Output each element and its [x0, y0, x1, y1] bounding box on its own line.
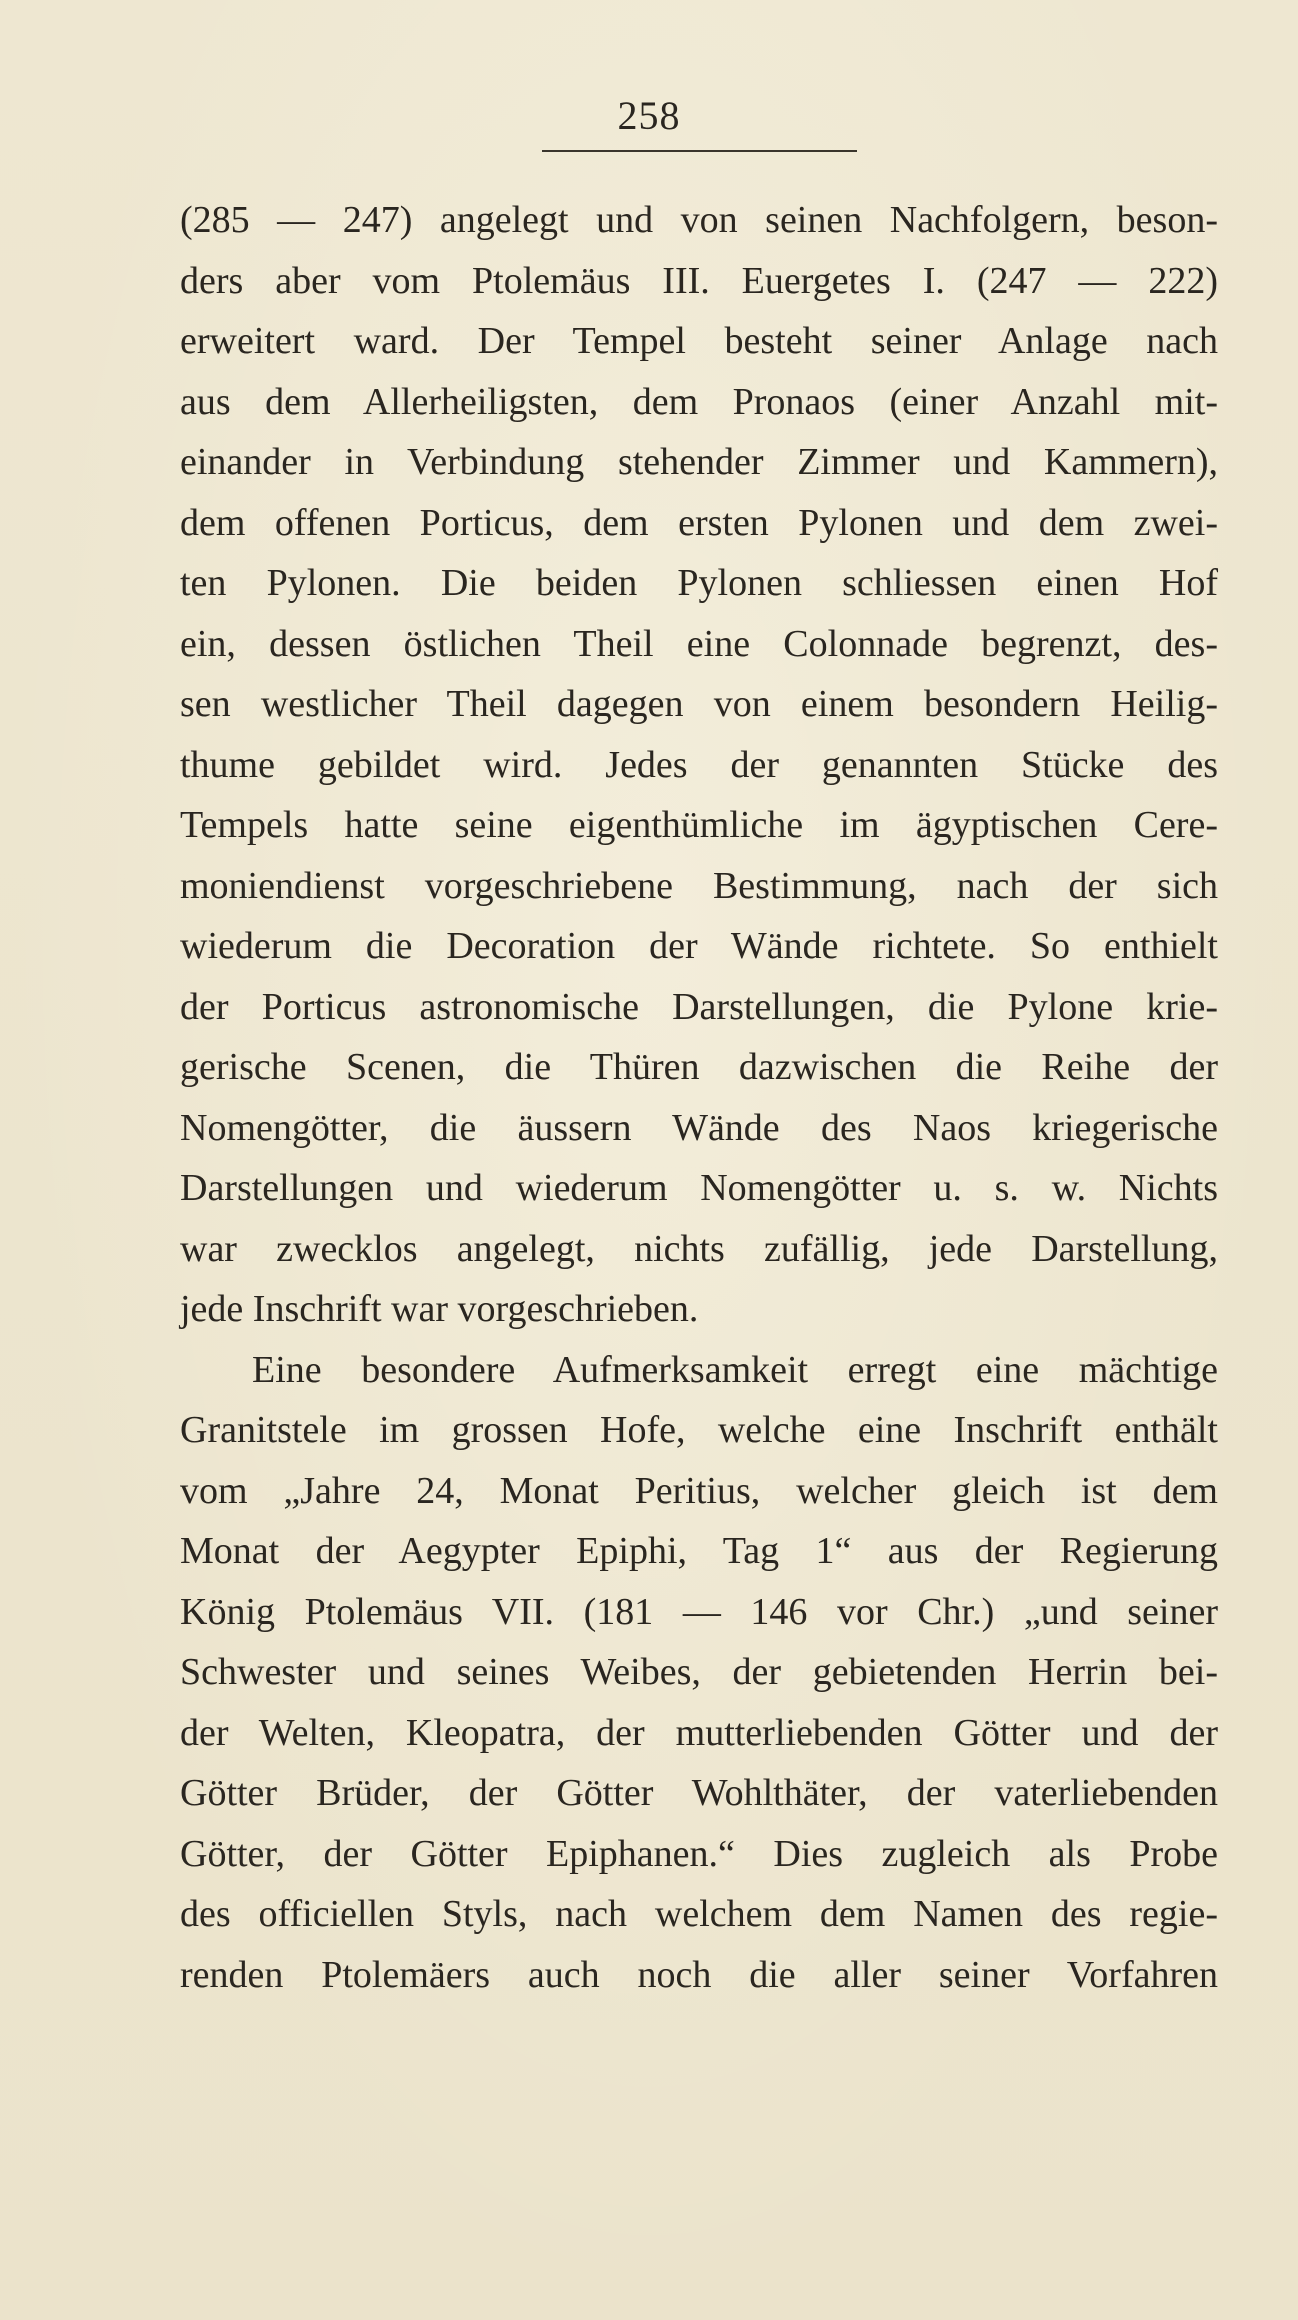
- text-line: war zwecklos angelegt, nichts zufällig, jede Darstellung,: [180, 1227, 1218, 1270]
- text-line: erweitert ward. Der Tempel besteht seiner Anlage nach: [180, 320, 1218, 362]
- text-line: jede Inschrift war vorgeschrieben.: [180, 1288, 699, 1330]
- text-line: Granitstele im grossen Hofe, welche eine Inschrift enthält: [180, 1409, 1218, 1451]
- page-number: 258: [617, 93, 681, 138]
- text-line: einander in Verbindung stehender Zimmer und Kammern),: [180, 441, 1218, 483]
- text-line: Schwester und seines Weibes, der gebietenden Herrin bei-: [180, 1651, 1218, 1693]
- text-line: dem offenen Porticus, dem ersten Pylonen und dem zwei-: [180, 501, 1218, 544]
- text-line: des officiellen Styls, nach welchem dem Namen des regie-: [180, 1893, 1218, 1935]
- text-line: der Porticus astronomische Darstellungen, die Pylone krie-: [180, 985, 1218, 1028]
- text-line: ein, dessen östlichen Theil eine Colonnade begrenzt, des-: [180, 622, 1218, 665]
- text-line: ders aber vom Ptolemäus III. Euergetes I. (247 — 222): [180, 259, 1218, 302]
- text-line: moniendienst vorgeschriebene Bestimmung, nach der sich: [180, 864, 1218, 907]
- text-line: renden Ptolemäers auch noch die aller seiner Vorfahren: [180, 1953, 1218, 1996]
- text-line: Monat der Aegypter Epiphi, Tag 1“ aus der Regierung: [180, 1530, 1218, 1572]
- text-line: (285 — 247) angelegt und von seinen Nachfolgern, beson-: [180, 199, 1218, 241]
- text-line: Tempels hatte seine eigenthümliche im ägyptischen Cere-: [180, 804, 1218, 846]
- header-rule: [542, 150, 857, 152]
- text-line: Götter, der Götter Epiphanen.“ Dies zugleich als Probe: [180, 1832, 1218, 1875]
- text-line: der Welten, Kleopatra, der mutterliebenden Götter und der: [180, 1711, 1218, 1754]
- text-line: gerische Scenen, die Thüren dazwischen die Reihe der: [180, 1046, 1218, 1088]
- text-line: vom „Jahre 24, Monat Peritius, welcher gleich ist dem: [180, 1469, 1218, 1512]
- text-line: Götter Brüder, der Götter Wohlthäter, der vaterliebenden: [180, 1772, 1218, 1814]
- text-line: Darstellungen und wiederum Nomengötter u. s. w. Nichts: [180, 1167, 1218, 1209]
- text-line: thume gebildet wird. Jedes der genannten Stücke des: [180, 743, 1218, 786]
- text-line: Nomengötter, die äussern Wände des Naos kriegerische: [180, 1106, 1218, 1149]
- text-line: ten Pylonen. Die beiden Pylonen schliessen einen Hof: [180, 562, 1218, 604]
- text-line: aus dem Allerheiligsten, dem Pronaos (einer Anzahl mit-: [180, 380, 1218, 423]
- text-line: sen westlicher Theil dagegen von einem besondern Heilig-: [180, 683, 1218, 725]
- body-text: [180, 190, 1218, 2005]
- text-line: König Ptolemäus VII. (181 — 146 vor Chr.) „und seiner: [180, 1590, 1218, 1633]
- text-line: wiederum die Decoration der Wände richtete. So enthielt: [180, 925, 1218, 967]
- text-line: Eine besondere Aufmerksamkeit erregt eine mächtige: [252, 1348, 1218, 1391]
